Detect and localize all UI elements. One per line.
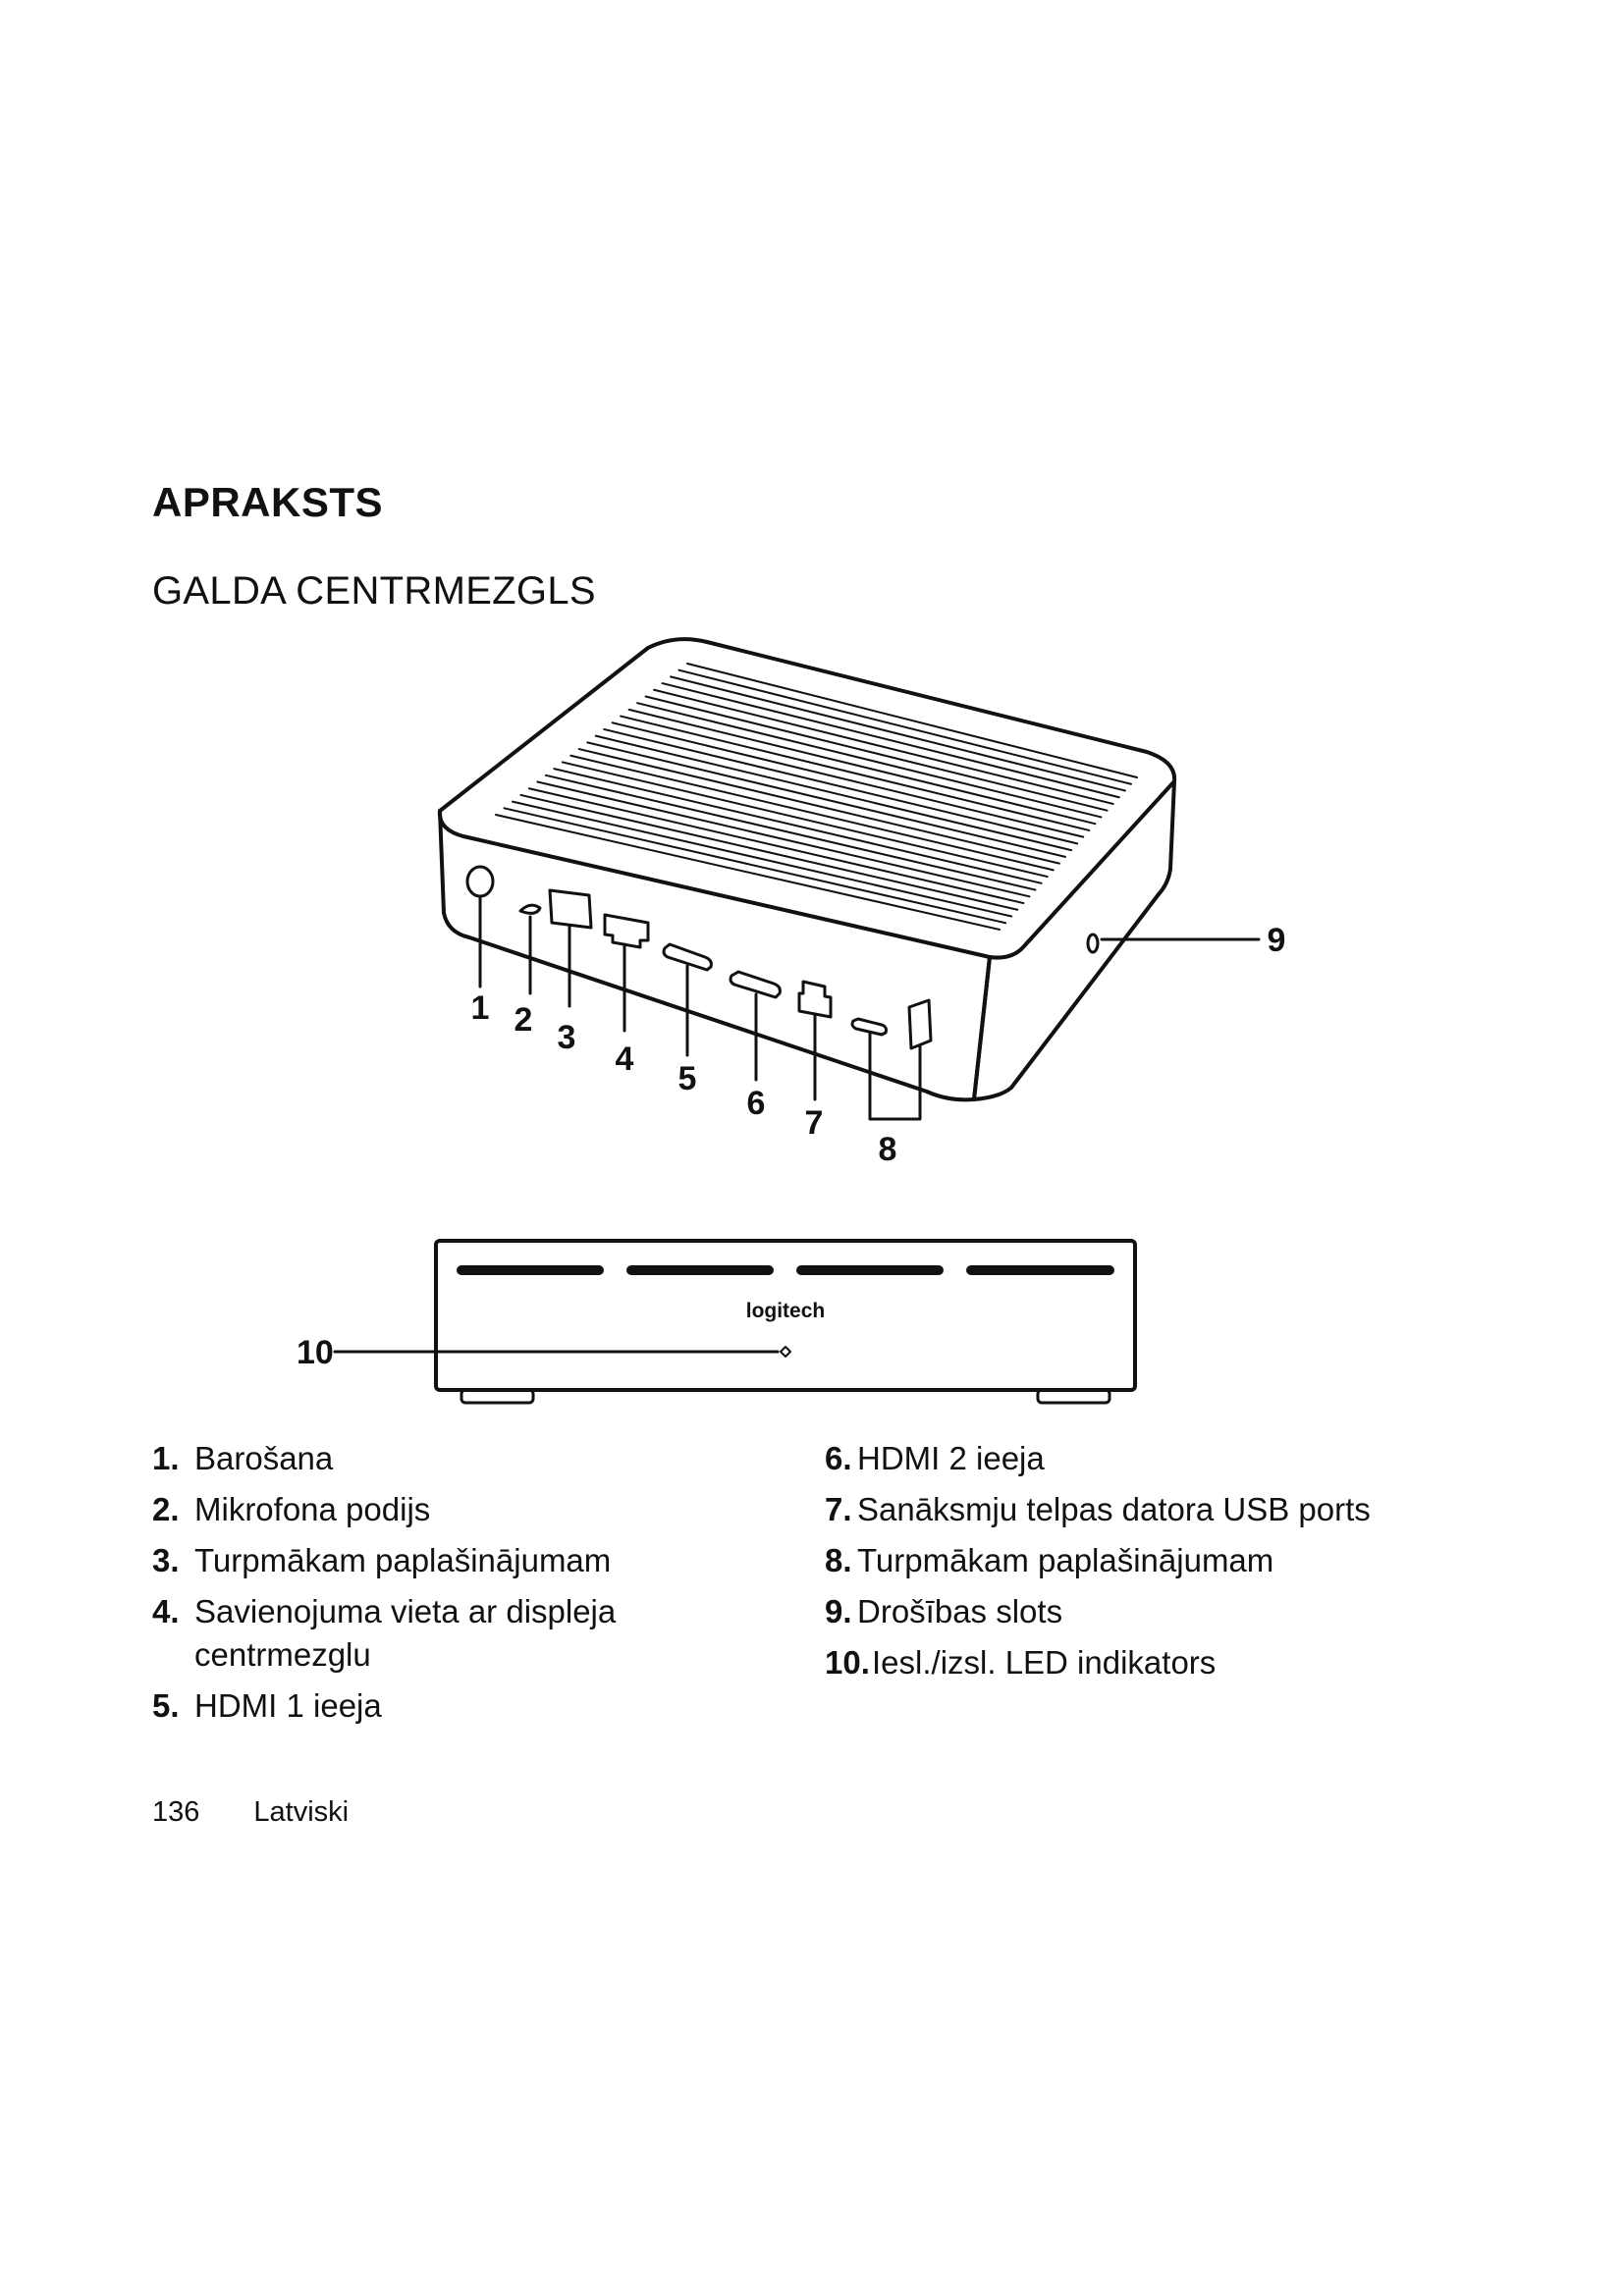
mic-port-icon bbox=[520, 905, 540, 913]
legend-item bbox=[825, 1488, 1492, 1531]
room-pc-usb-port-icon bbox=[799, 982, 831, 1017]
hub-front-outline bbox=[440, 811, 990, 1099]
legend-item-number: 7. bbox=[825, 1491, 852, 1527]
display-hub-port-icon bbox=[605, 915, 648, 947]
logitech-logo: logitech bbox=[745, 1300, 826, 1322]
legend-item bbox=[152, 1437, 702, 1480]
legend-item-number: 6. bbox=[825, 1440, 852, 1476]
legend-item-label: Iesl./izsl. LED indikators bbox=[872, 1644, 1217, 1681]
vent-line bbox=[646, 696, 1108, 810]
callout-10: 10 bbox=[297, 1334, 334, 1371]
vent-line bbox=[629, 710, 1096, 824]
legend-item-label: HDMI 1 ieeja bbox=[194, 1687, 382, 1724]
legend-item-number: 4. bbox=[152, 1593, 180, 1629]
legend-item bbox=[152, 1684, 702, 1728]
legend-item-label: Barošana bbox=[194, 1440, 334, 1476]
legend-item bbox=[825, 1590, 1492, 1633]
footer-language: Latviski bbox=[253, 1796, 350, 1828]
expansion-port-3-icon bbox=[550, 890, 591, 928]
legend-item-label: Savienojuma vieta ar displeja centrmezglu bbox=[194, 1593, 617, 1673]
legend-item bbox=[152, 1488, 702, 1531]
vent-line bbox=[671, 676, 1125, 790]
legend-item bbox=[152, 1539, 702, 1582]
legend-item bbox=[152, 1590, 702, 1677]
legend-item bbox=[825, 1539, 1492, 1582]
hub-front-view bbox=[297, 1241, 1135, 1403]
callout-6: 6 bbox=[746, 1085, 766, 1122]
vent-line bbox=[663, 683, 1119, 797]
page-number: 136 bbox=[152, 1796, 200, 1828]
power-port-icon bbox=[467, 867, 493, 896]
vent-line bbox=[679, 670, 1131, 784]
legend-item-number: 9. bbox=[825, 1593, 852, 1629]
page-footer bbox=[152, 1796, 349, 1829]
led-indicator-icon bbox=[781, 1347, 790, 1357]
section-heading: APRAKSTS bbox=[152, 479, 384, 525]
legend-item-label: Turpmākam paplašinājumam bbox=[857, 1542, 1274, 1578]
legend-item-number: 2. bbox=[152, 1491, 180, 1527]
security-slot-icon bbox=[1088, 934, 1098, 952]
legend-item bbox=[825, 1437, 1492, 1480]
legend-item-number: 1. bbox=[152, 1440, 180, 1476]
legend-item-label: Turpmākam paplašinājumam bbox=[194, 1542, 612, 1578]
legend-list-left bbox=[152, 1437, 702, 1735]
callout-4: 4 bbox=[615, 1041, 634, 1078]
legend-item-label: Sanāksmju telpas datora USB ports bbox=[857, 1491, 1371, 1527]
legend-item-label: Drošības slots bbox=[857, 1593, 1063, 1629]
vent-line bbox=[637, 703, 1101, 817]
expansion-port-8b-icon bbox=[909, 1000, 931, 1048]
vent-line bbox=[654, 690, 1113, 804]
legend-list-right bbox=[825, 1437, 1492, 1692]
hub-vent-lines bbox=[496, 664, 1137, 930]
callout-3: 3 bbox=[557, 1019, 576, 1056]
callout-5: 5 bbox=[677, 1060, 697, 1097]
hub-perspective-view bbox=[440, 639, 1286, 1168]
callout-9: 9 bbox=[1267, 922, 1286, 959]
legend-item-label: HDMI 2 ieeja bbox=[857, 1440, 1045, 1476]
callout-1: 1 bbox=[470, 989, 490, 1027]
legend-item-number: 3. bbox=[152, 1542, 180, 1578]
callout-7: 7 bbox=[804, 1104, 824, 1142]
legend-item bbox=[825, 1641, 1492, 1684]
legend-item-number: 5. bbox=[152, 1687, 180, 1724]
legend-item-number: 8. bbox=[825, 1542, 852, 1578]
vent-line bbox=[687, 664, 1137, 777]
callout-2: 2 bbox=[514, 1001, 533, 1039]
legend-item-number: 10. bbox=[825, 1644, 870, 1681]
legend-item-label: Mikrofona podijs bbox=[194, 1491, 431, 1527]
callout-8: 8 bbox=[878, 1131, 897, 1168]
device-heading: GALDA CENTRMEZGLS bbox=[152, 569, 596, 613]
